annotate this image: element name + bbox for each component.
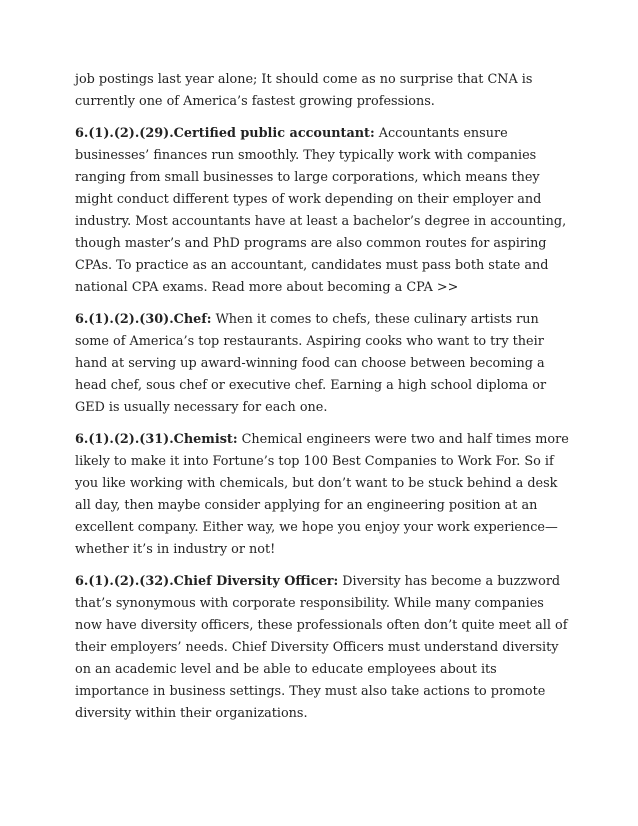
- entry-label: 6.(1).(2).(32).Chief Diversity Officer:: [75, 574, 339, 589]
- entry-certified-public-accountant: [75, 123, 570, 299]
- entry-chemist: [75, 429, 570, 561]
- entry-text: Diversity has become a buzzword that’s synonymous with corporate responsibility. While many companies now have diversity officers, these professionals often don’t quite meet all of their employers’ needs. Chief Diversity Officers must understand diversity on an academic level and be able to educate employees about its importance in business settings. They must also take actions to promote diversity within their organizations.: [75, 574, 568, 721]
- entry-label: 6.(1).(2).(30).Chef:: [75, 312, 212, 327]
- entry-text: Chemical engineers were two and half times more likely to make it into Fortune’s top 100 Best Companies to Work For. So if you like working with chemicals, but don’t want to be stuck behind a desk all day, then maybe consider applying for an engineering position at an excellent company. Either way, we hope you enjoy your work experience—whether it’s in industry or not!: [75, 432, 569, 557]
- entry-chief-diversity-officer: [75, 571, 570, 725]
- entry-label: 6.(1).(2).(29).Certified public accountant:: [75, 126, 375, 141]
- entry-text: Accountants ensure businesses’ finances run smoothly. They typically work with companies ranging from small businesses to large corporations, which means they might conduct different types of work depending on their employer and industry. Most accountants have at least a bachelor’s degree in accounting, though master’s and PhD programs are also common routes for aspiring CPAs. To practice as an accountant, candidates must pass both state and national CPA exams. Read more about becoming a CPA >>: [75, 126, 567, 295]
- entry-label: 6.(1).(2).(31).Chemist:: [75, 432, 238, 447]
- intro-paragraph: job postings last year alone; It should come as no surprise that CNA is currently one of America’s fastest growing professions.: [75, 72, 533, 109]
- document-page: [75, 69, 570, 735]
- entry-chef: [75, 309, 570, 419]
- entry-text: When it comes to chefs, these culinary artists run some of America’s top restaurants. Aspiring cooks who want to try their hand at serving up award-winning food can choose between becoming a head chef, sous chef or executive chef. Earning a high school diploma or GED is usually necessary for each one.: [75, 312, 547, 415]
